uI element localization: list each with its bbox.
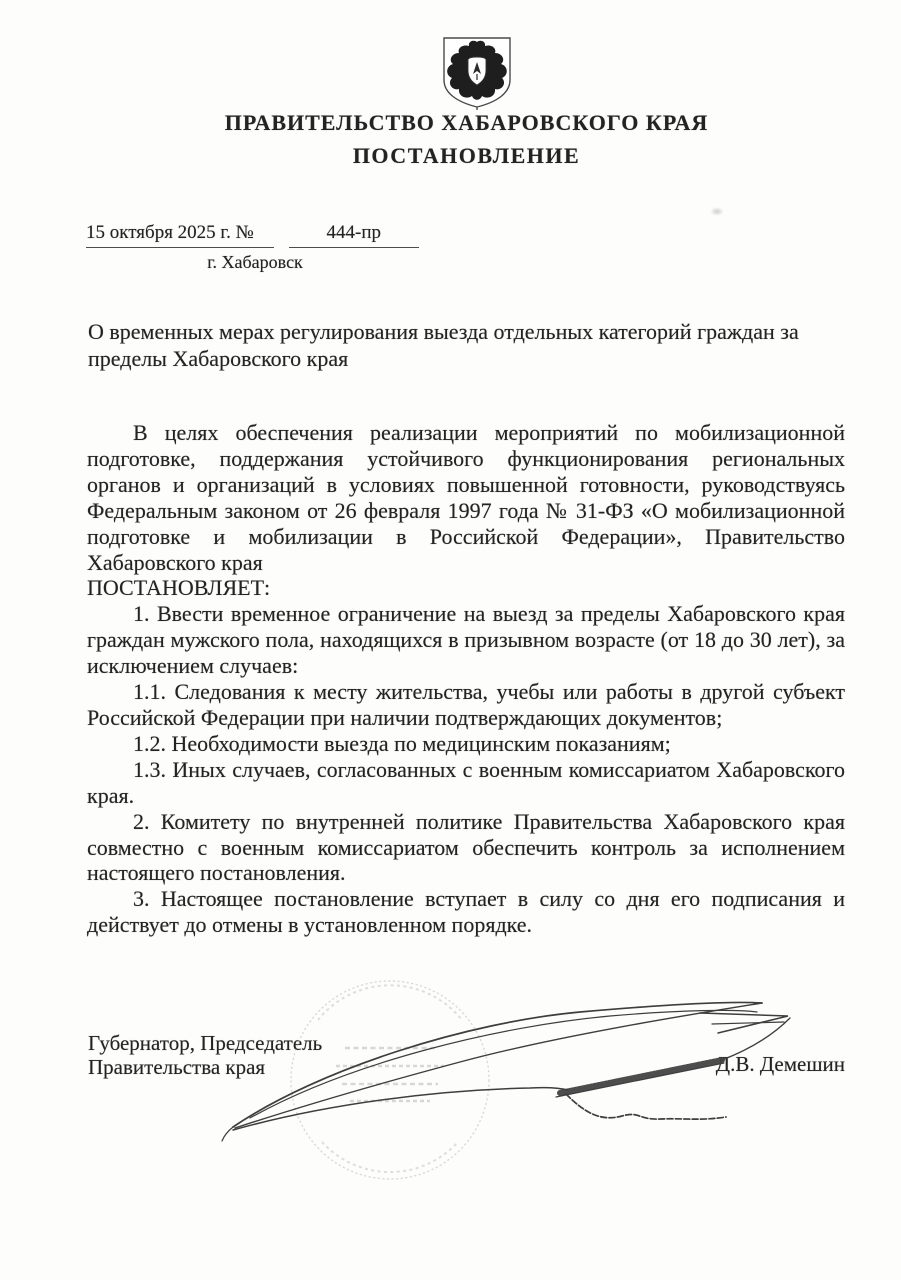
resolution-word: ПОСТАНОВЛЯЕТ: <box>87 575 271 601</box>
signer-position <box>88 1032 322 1079</box>
city-label: г. Хабаровск <box>207 252 303 272</box>
item-1-3: 1.3. Иных случаев, согласованных с военным комиссариатом Хабаровского края. <box>87 756 845 808</box>
doc-type-title: ПОСТАНОВЛЕНИЕ <box>352 143 581 168</box>
item-1-2: 1.2. Необходимости выезда по медицинским показаниям; <box>133 730 671 756</box>
subject-paragraph: О временных мерах регулирования выезда отдельных категорий граждан за пределы Хабаровского края <box>88 319 799 371</box>
org-name: ПРАВИТЕЛЬСТВО ХАБАРОВСКОГО КРАЯ <box>224 110 709 135</box>
document-number: 444-пр <box>289 222 419 248</box>
signer-position-line2: Правительства края <box>88 1054 266 1079</box>
signer-name: Д.В. Демешин <box>715 1052 845 1076</box>
item-2: 2. Комитету по внутренней политике Правительства Хабаровского края совместно с военным комиссариатом обеспечить контроль за исполнением настоящего постановления. <box>87 808 845 886</box>
scan-smudge <box>710 207 724 216</box>
preamble-paragraph: В целях обеспечения реализации мероприятий по мобилизационной подготовке, поддержания устойчивого функционирования региональных органов и организаций в условиях повышенной готовности, руководствуясь Федеральным законом от 26 февраля 1997 года № 31-ФЗ «О мобилизационной подготовке и мобилизации в Российской Федерации», Правительство Хабаровского края <box>87 420 845 575</box>
official-stamp-icon <box>291 981 489 1179</box>
item-1-1: 1.1. Следования к месту жительства, учебы или работы в другой субъект Российской Федерации при наличии подтверждающих документов; <box>87 679 845 730</box>
item-1: 1. Ввести временное ограничение на выезд за пределы Хабаровского края граждан мужского пола, находящихся в призывном возрасте (от 18 до 30 лет), за исключением случаев: <box>87 601 845 679</box>
coat-of-arms-icon <box>438 32 516 110</box>
date-text: 15 октября 2025 г. № <box>86 222 274 248</box>
signer-position-line1: Губернатор, Председатель <box>88 1031 323 1055</box>
signature-block <box>88 1032 845 1079</box>
document-body <box>87 420 845 938</box>
item-3: 3. Настоящее постановление вступает в силу со дня его подписания и действует до отмены в установленном порядке. <box>87 886 845 938</box>
date-number-line <box>86 222 419 248</box>
